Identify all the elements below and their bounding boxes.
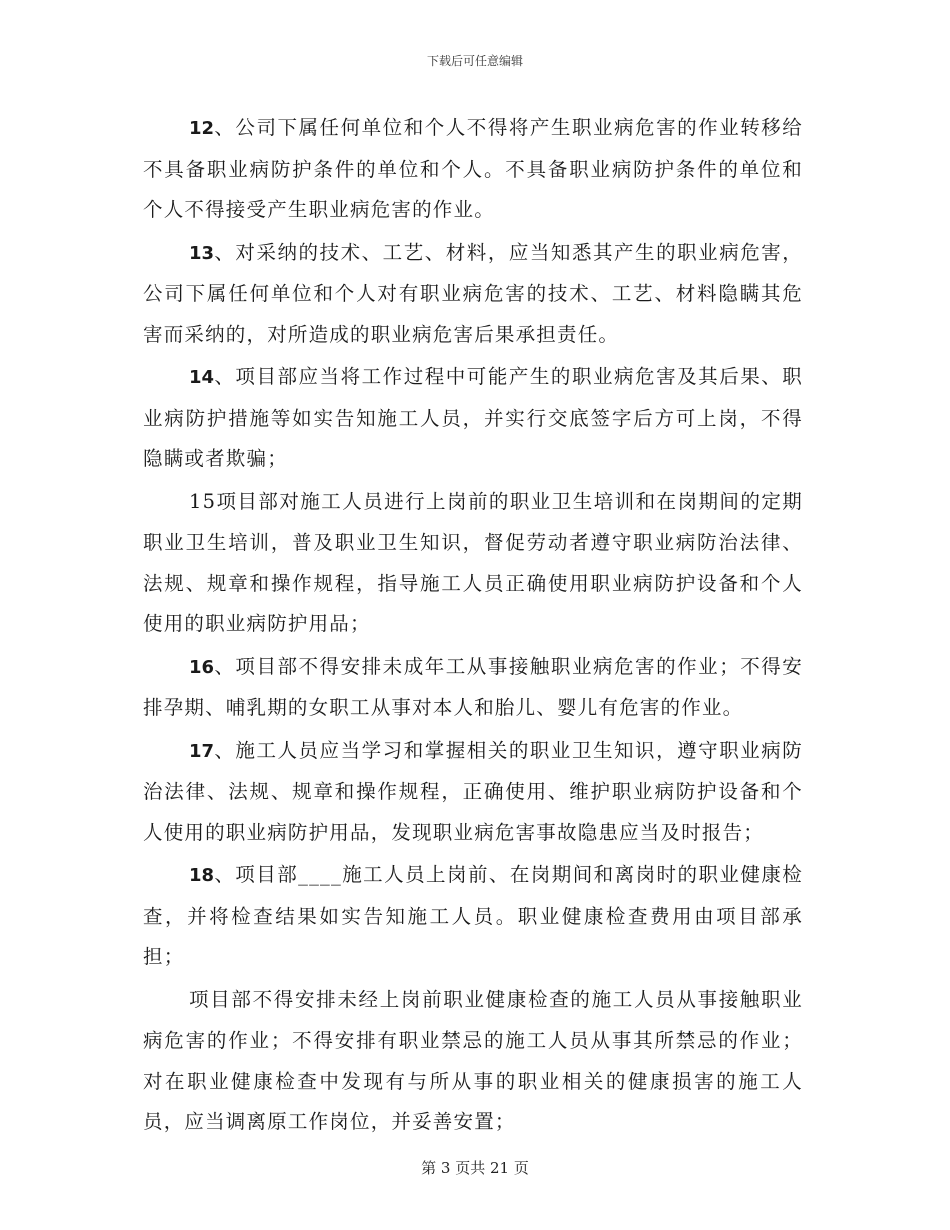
paragraph-text: 、项目部____施工人员上岗前、在岗期间和离岗时的职业健康检查，并将检查结果如实告知施工人员。职业健康检查费用由项目部承担；	[143, 863, 803, 968]
paragraph-14	[143, 357, 803, 480]
paragraph-18-continued	[143, 980, 803, 1143]
page-header-note: 下载后可任意编辑	[426, 54, 523, 68]
paragraph-number: 13	[189, 242, 215, 264]
paragraph-number: 17	[189, 740, 215, 762]
paragraph-text: 、施工人员应当学习和掌握相关的职业卫生知识，遵守职业病防治法律、法规、规章和操作规程，正确使用、维护职业病防护设备和个人使用的职业病防护用品，发现职业病危害事故隐患应当及时报告；	[143, 738, 803, 844]
paragraph-text: 15项目部对施工人员进行上岗前的职业卫生培训和在岗期间的定期职业卫生培训，普及职业卫生知识，督促劳动者遵守职业病防治法律、法规、规章和操作规程，指导施工人员正确使用职业病防护设备和个人使用的职业病防护用品；	[143, 489, 803, 635]
paragraph-15	[143, 482, 803, 645]
paragraph-text: 、公司下属任何单位和个人不得将产生职业病危害的作业转移给不具备职业病防护条件的单位和个人。不具备职业病防护条件的单位和个人不得接受产生职业病危害的作业。	[143, 116, 803, 221]
paragraph-number: 14	[189, 367, 215, 388]
paragraph-text: 、对采纳的技术、工艺、材料，应当知悉其产生的职业病危害，公司下属任何单位和个人对有职业病危害的技术、工艺、材料隐瞒其危害而采纳的，对所造成的职业病危害后果承担责任。	[143, 240, 803, 346]
paragraph-13	[143, 233, 803, 356]
paragraph-text: 项目部不得安排未经上岗前职业健康检查的施工人员从事接触职业病危害的作业；不得安排有职业禁忌的施工人员从事其所禁忌的作业；对在职业健康检查中发现有与所从事的职业相关的健康损害的施工人员，应当调离原工作岗位，并妥善安置；	[143, 987, 803, 1133]
page-footer-page-number: 第 3 页共 21 页	[421, 1159, 529, 1177]
paragraph-number: 16	[189, 656, 215, 678]
paragraph-12	[143, 108, 803, 231]
paragraph-text: 、项目部应当将工作过程中可能产生的职业病危害及其后果、职业病防护措施等如实告知施工人员，并实行交底签字后方可上岗，不得隐瞒或者欺骗；	[143, 365, 803, 470]
paragraph-16	[143, 647, 803, 729]
paragraph-17	[143, 731, 803, 854]
paragraph-18	[143, 855, 803, 978]
paragraph-number: 18	[189, 865, 215, 886]
paragraph-number: 12	[189, 118, 215, 139]
document-body	[143, 108, 803, 1145]
paragraph-text: 、项目部不得安排未成年工从事接触职业病危害的作业；不得安排孕期、哺乳期的女职工从事对本人和胎儿、婴儿有危害的作业。	[143, 654, 803, 719]
